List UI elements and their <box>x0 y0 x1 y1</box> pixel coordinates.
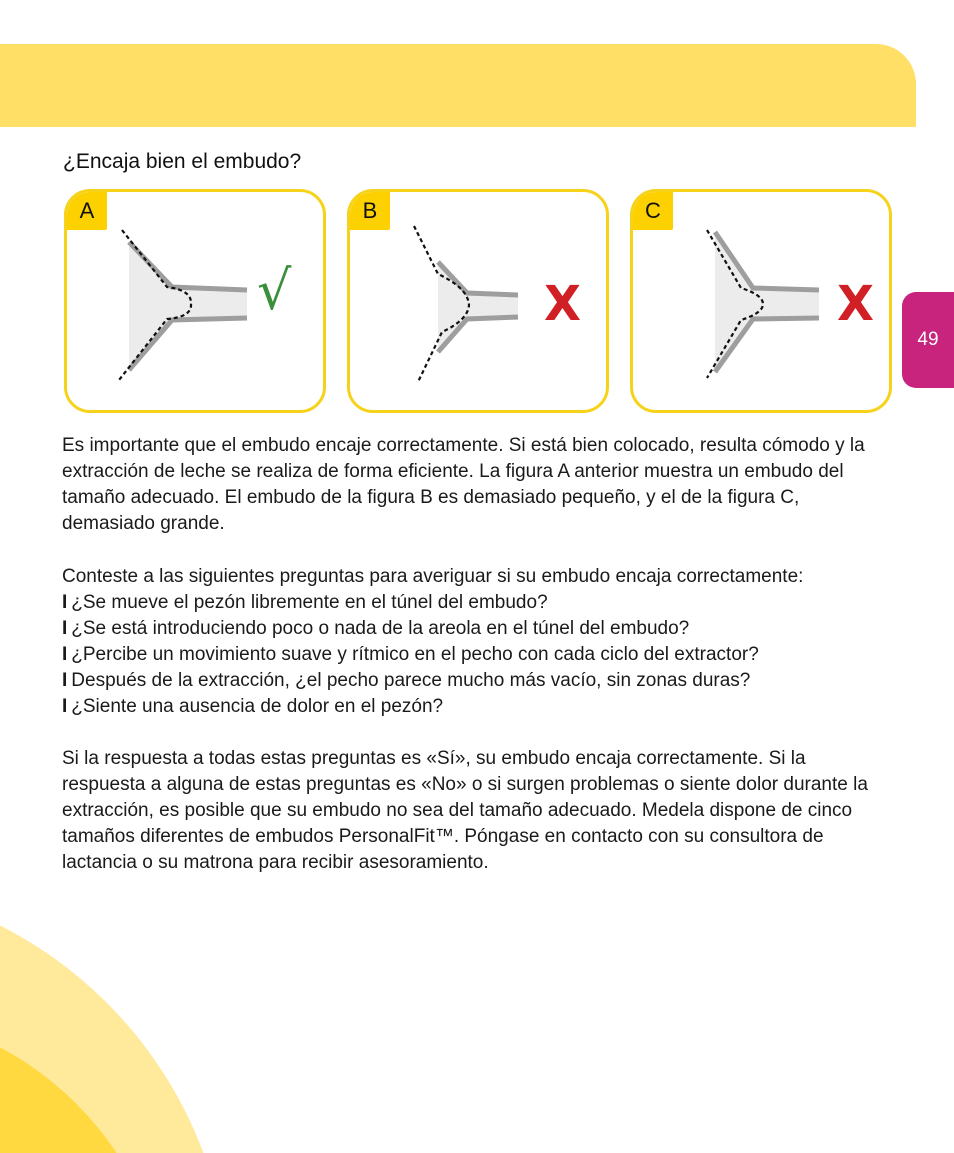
bullet-marker: I <box>62 618 68 639</box>
question-text: ¿Percibe un movimiento suave y rítmico en el pecho con cada ciclo del extractor? <box>71 644 759 665</box>
questions-block <box>62 564 882 720</box>
figure-panel-b <box>347 189 609 413</box>
paragraph-fit-intro: Es importante que el embudo encaje correctamente. Si está bien colocado, resulta cómodo y la extracción de leche se realiza de forma eficiente. La figura A anterior muestra un embudo del tamaño adecuado. El embudo de la figura B es demasiado pequeño, y el de la figura C, demasiado grande. <box>62 435 865 534</box>
list-item <box>62 616 882 642</box>
list-item <box>62 668 882 694</box>
figure-label: B <box>350 192 390 230</box>
question-text: ¿Siente una ausencia de dolor en el pezón? <box>71 696 444 717</box>
figure-panel-c <box>630 189 892 413</box>
bullet-marker: I <box>62 592 68 613</box>
question-text: Después de la extracción, ¿el pecho parece mucho más vacío, sin zonas duras? <box>71 670 751 691</box>
cross-icon: X <box>544 276 582 332</box>
figure-label: C <box>633 192 673 230</box>
bullet-marker: I <box>62 670 68 691</box>
bullet-marker: I <box>62 644 68 665</box>
check-icon: √ <box>257 259 292 322</box>
section-title: ¿Encaja bien el embudo? <box>63 150 302 173</box>
paragraph-answers: Si la respuesta a todas estas preguntas es «Sí», su embudo encaja correctamente. Si la respuesta a alguna de estas preguntas es «No» o si surgen problemas o siente dolor durante la extracción, es posible que su embudo no sea del tamaño adecuado. Medela dispone de cinco tamaños diferentes de embudos PersonalFit™. Póngase en contacto con su consultora de lactancia o su matrona para recibir asesoramiento. <box>62 748 868 873</box>
header-band <box>0 44 916 127</box>
page-number: 49 <box>917 329 939 350</box>
question-text: ¿Se está introduciendo poco o nada de la areola en el túnel del embudo? <box>71 618 690 639</box>
page-number-tab <box>902 292 954 388</box>
question-text: ¿Se mueve el pezón libremente en el túnel del embudo? <box>71 592 548 613</box>
list-item <box>62 590 882 616</box>
figure-label: A <box>67 192 107 230</box>
questions-intro: Conteste a las siguientes preguntas para averiguar si su embudo encaja correctamente: <box>62 566 804 587</box>
list-item <box>62 642 882 668</box>
list-item <box>62 694 882 720</box>
cross-icon: X <box>837 276 875 332</box>
figure-panel-a <box>64 189 326 413</box>
figure-panels <box>64 189 892 415</box>
bullet-marker: I <box>62 696 68 717</box>
